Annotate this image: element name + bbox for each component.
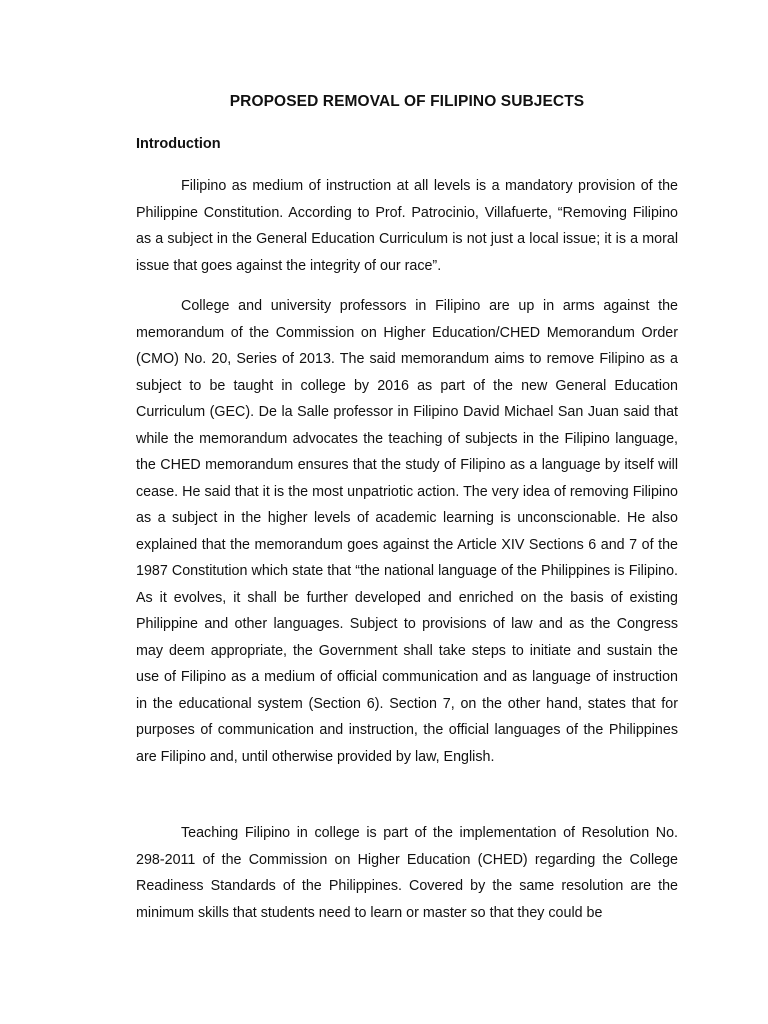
- section-heading: Introduction: [136, 136, 221, 152]
- paragraph-1: Filipino as medium of instruction at all levels is a mandatory provision of the Philippine Constitution. According to Prof. Patrocinio, Villafuerte, “Removing Filipino as a subject in the General Education Curriculum is not just a local issue; it is a moral issue that goes against the integrity of our race”.: [136, 178, 678, 274]
- document-title: PROPOSED REMOVAL OF FILIPINO SUBJECTS: [229, 93, 585, 110]
- paragraph-2: College and university professors in Filipino are up in arms against the memorandum of the Commission on Higher Education/CHED Memorandum Order (CMO) No. 20, Series of 2013. The said memorandum aims to remove Filipino as a subject to be taught in college by 2016 as part of the new General Education Curriculum (GEC). De la Salle professor in Filipino David Michael San Juan said that while the memorandum advocates the teaching of subjects in the Filipino language, the CHED memorandum ensures that the study of Filipino as a language by itself will cease. He said that it is the most unpatriotic action. The very idea of removing Filipino as a subject in the higher levels of academic learning is unconscionable. He also explained that the memorandum goes against the Article XIV Sections 6 and 7 of the 1987 Constitution which state that “the national language of the Philippines is Filipino. As it evolves, it shall be further developed and enriched on the basis of existing Philippine and other languages. Subject to provisions of law and as the Congress may deem appropriate, the Government shall take steps to initiate and sustain the use of Filipino as a medium of official communication and as language of instruction in the educational system (Section 6). Section 7, on the other hand, states that for purposes of communication and instruction, the official languages of the Philippines are Filipino and, until otherwise provided by law, English.: [136, 298, 678, 765]
- paragraph-3: Teaching Filipino in college is part of the implementation of Resolution No. 298-2011 of the Commission on Higher Education (CHED) regarding the College Readiness Standards of the Philippines. Covered by the same resolution are the minimum skills that students need to learn or master so that they could be: [136, 825, 678, 921]
